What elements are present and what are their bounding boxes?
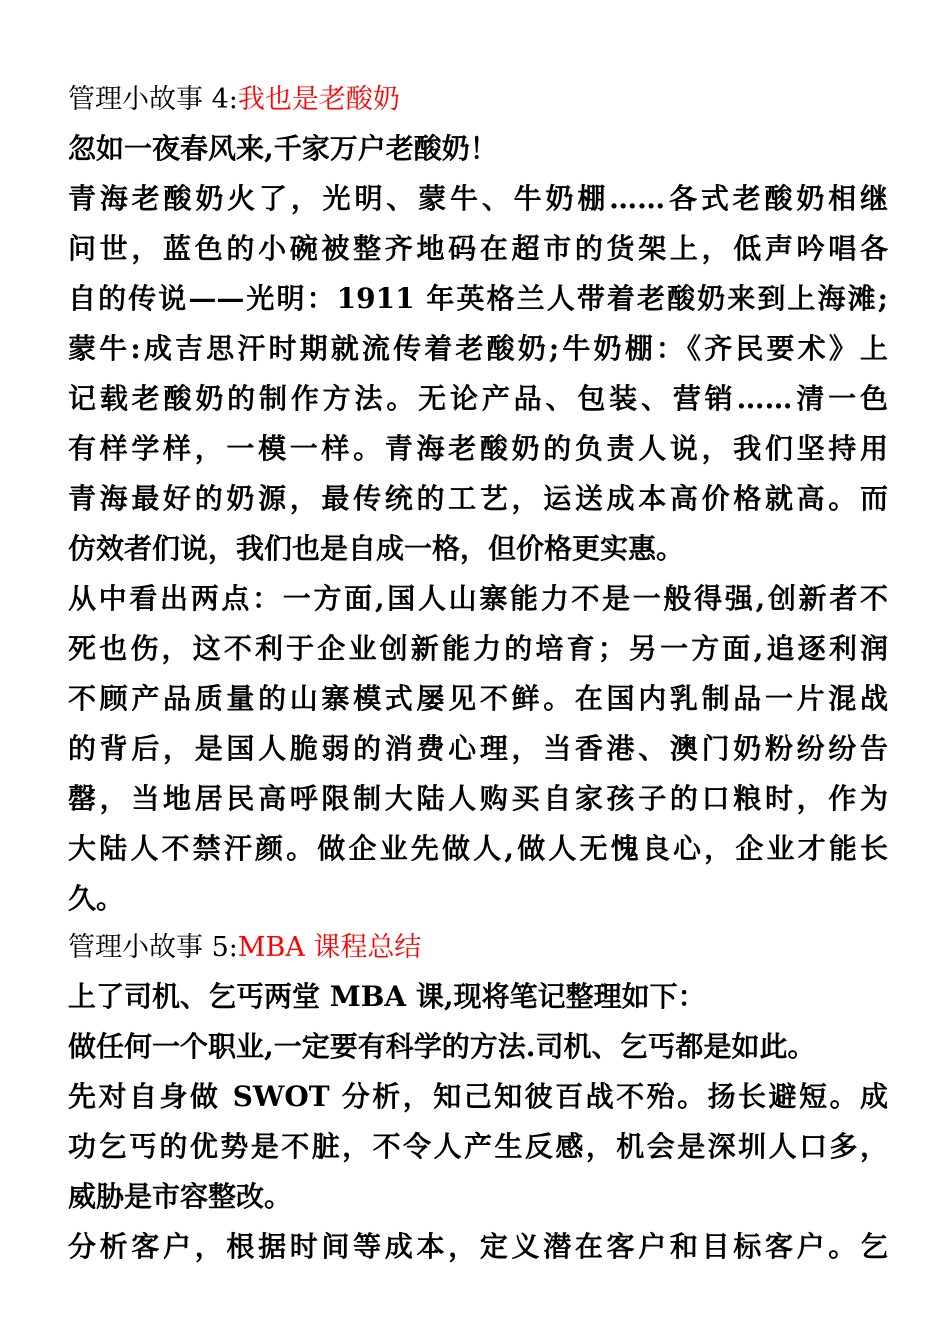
body-line: 功乞丐的优势是不脏，不令人产生反感，机会是深圳人口多， bbox=[68, 1130, 888, 1163]
body-line: 分析客户，根据时间等成本，定义潜在客户和目标客户。乞 bbox=[68, 1230, 888, 1263]
body-line: 青海老酸奶火了，光明、蒙牛、牛奶棚……各式老酸奶相继 bbox=[68, 182, 888, 215]
body-line: 先对自身做 SWOT 分析，知己知彼百战不殆。扬长避短。成 bbox=[68, 1080, 888, 1113]
body-line: 不顾产品质量的山寨模式屡见不鲜。在国内乳制品一片混战 bbox=[68, 682, 888, 715]
body-line: 仿效者们说，我们也是自成一格，但价格更实惠。 bbox=[68, 532, 685, 565]
story-4-heading bbox=[68, 76, 888, 124]
body-line: 久。 bbox=[68, 882, 125, 915]
story-5-heading bbox=[68, 924, 888, 972]
body-line: 威胁是市容整改。 bbox=[68, 1180, 293, 1213]
story-5-heading-title: MBA 课程总结 bbox=[237, 932, 422, 963]
body-line: 青海最好的奶源，最传统的工艺，运送成本高价格就高。而 bbox=[68, 482, 888, 515]
story-5-heading-prefix: 管理小故事 5: bbox=[68, 932, 238, 963]
document-page bbox=[68, 76, 888, 1272]
story-4-heading-prefix: 管理小故事 4: bbox=[68, 84, 238, 115]
story-4-heading-title: 我也是老酸奶 bbox=[237, 84, 400, 115]
story-5-body bbox=[68, 972, 888, 1272]
body-line: 自的传说——光明：1911 年英格兰人带着老酸奶来到上海滩; bbox=[68, 282, 888, 315]
body-line: 蒙牛:成吉思汗时期就流传着老酸奶;牛奶棚：《齐民要术》上 bbox=[68, 332, 888, 365]
body-line: 的背后，是国人脆弱的消费心理，当香港、澳门奶粉纷纷告 bbox=[68, 732, 888, 765]
body-line: 有样学样，一模一样。青海老酸奶的负责人说，我们坚持用 bbox=[68, 432, 888, 465]
story-4-body bbox=[68, 124, 888, 924]
body-line: 做任何一个职业,一定要有科学的方法.司机、乞丐都是如此。 bbox=[68, 1030, 816, 1063]
body-line: 记载老酸奶的制作方法。无论产品、包装、营销……清一色 bbox=[68, 382, 888, 415]
body-line: 问世，蓝色的小碗被整齐地码在超市的货架上，低声吟唱各 bbox=[68, 232, 888, 265]
body-line: 大陆人不禁汗颜。做企业先做人,做人无愧良心，企业才能长 bbox=[68, 832, 888, 865]
body-line: 从中看出两点：一方面,国人山寨能力不是一般得强,创新者不 bbox=[68, 582, 888, 615]
body-line: 上了司机、乞丐两堂 MBA 课,现将笔记整理如下： bbox=[68, 980, 706, 1013]
body-line: 罄，当地居民高呼限制大陆人购买自家孩子的口粮时，作为 bbox=[68, 782, 888, 815]
body-line: 忽如一夜春风来,千家万户老酸奶！ bbox=[68, 132, 498, 165]
body-line: 死也伤，这不利于企业创新能力的培育；另一方面,追逐利润 bbox=[68, 632, 888, 665]
